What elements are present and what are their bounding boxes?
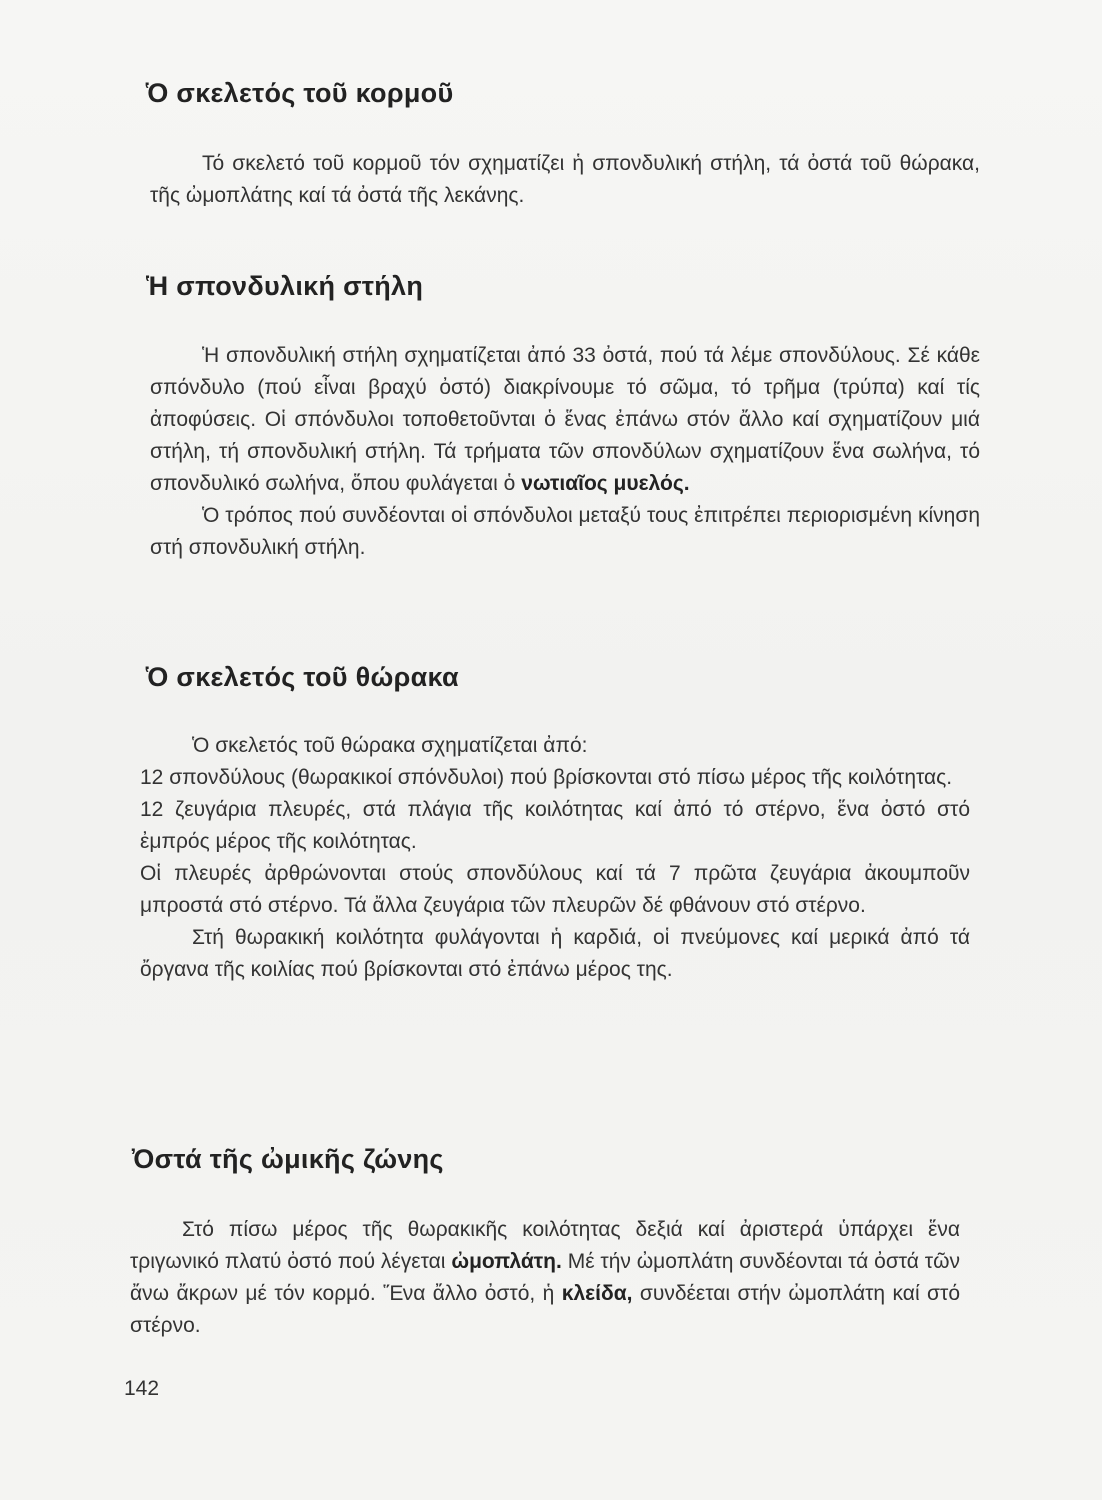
paragraph-text <box>150 340 980 500</box>
paragraph-shoulder-girdle <box>130 1214 960 1342</box>
paragraph-text-span: συνδέεται στήν ὠμοπλάτη καί στό στέρνο. <box>130 1282 960 1337</box>
paragraph-text: Τό σκελετό τοῦ κορμοῦ τόν σχηματίζει ἡ σπονδυλική στήλη, τά ὀστά τοῦ θώρακα, τῆς ὠμοπλάτης καί τά ὀστά τῆς λεκάνης. <box>150 152 980 207</box>
term-clavicle: κλείδα, <box>561 1282 633 1305</box>
paragraph-thorax <box>140 730 970 986</box>
paragraph-text-span: Στό πίσω μέρος τῆς θωρακικῆς κοιλότητας δεξιά καί ἀριστερά ὑπάρχει ἕνα τριγωνικό πλατύ ὀστό πού λέγεται <box>130 1218 960 1273</box>
paragraph-text: Οἱ πλευρές ἀρθρώνονται στούς σπονδύλους καί τά 7 πρῶτα ζευγάρια ἀκουμποῦν μπροστά στό στέρνο. Τά ἄλλα ζευγάρια τῶν πλευρῶν δέ φθάνουν στό στέρνο. <box>140 862 970 917</box>
paragraph-text: 12 ζευγάρια πλευρές, στά πλάγια τῆς κοιλότητας καί ἀπό τό στέρνο, ἕνα ὀστό στό ἐμπρός μέρος τῆς κοιλότητας. <box>140 798 970 853</box>
paragraph-spine <box>150 340 980 564</box>
paragraph-text: Ὁ τρόπος πού συνδέονται οἱ σπόνδυλοι μεταξύ τους ἐπιτρέπει περιορισμένη κίνηση στή σπονδυλική στήλη. <box>150 504 980 559</box>
page-number: 142 <box>124 1377 160 1400</box>
term-scapula: ὠμοπλάτη. <box>451 1250 562 1273</box>
term-spinal-cord: νωτιαῖος μυελός. <box>521 472 690 495</box>
heading-shoulder-girdle: Ὀστά τῆς ὠμικῆς ζώνης <box>132 1144 444 1174</box>
paragraph-text: Ὁ σκελετός τοῦ θώρακα σχηματίζεται ἀπό: <box>192 734 588 757</box>
heading-spine: Ἡ σπονδυλική στήλη <box>146 271 424 301</box>
paragraph-text: Στή θωρακική κοιλότητα φυλάγονται ἡ καρδιά, οἱ πνεύμονες καί μερικά ἀπό τά ὄργανα τῆς κοιλίας πού βρίσκονται στό ἐπάνω μέρος της. <box>140 926 970 981</box>
heading-trunk-skeleton: Ὁ σκελετός τοῦ κορμοῦ <box>146 78 454 108</box>
heading-thorax: Ὁ σκελετός τοῦ θώρακα <box>146 662 459 692</box>
paragraph-text <box>130 1214 960 1342</box>
paragraph-text-span: Μέ τήν ὠμοπλάτη συνδέονται τά ὀστά τῶν ἄνω ἄκρων μέ τόν κορμό. Ἕνα ἄλλο ὀστό, ἡ <box>130 1250 960 1305</box>
paragraph-text: 12 σπονδύλους (θωρακικοί σπόνδυλοι) πού βρίσκονται στό πίσω μέρος τῆς κοιλότητας. <box>140 766 953 789</box>
paragraph-trunk-intro <box>150 148 980 212</box>
paragraph-text-span: Ἡ σπονδυλική στήλη σχηματίζεται ἀπό 33 ὀστά, πού τά λέμε σπονδύλους. Σέ κάθε σπόνδυλο (πού εἶναι βραχύ ὀστό) διακρίνουμε τό σῶμα, τό τρῆμα (τρύπα) καί τίς ἀποφύσεις. Οἱ σπόνδυλοι τοποθετοῦνται ὁ ἕνας ἐπάνω στόν ἄλλο καί σχηματίζουν μιά στήλη, τή σπονδυλική στήλη. Τά τρήματα τῶν σπονδύλων σχηματίζουν ἕνα σωλήνα, τό σπονδυλικό σωλήνα, ὅπου φυλάγεται ὁ <box>150 344 980 495</box>
